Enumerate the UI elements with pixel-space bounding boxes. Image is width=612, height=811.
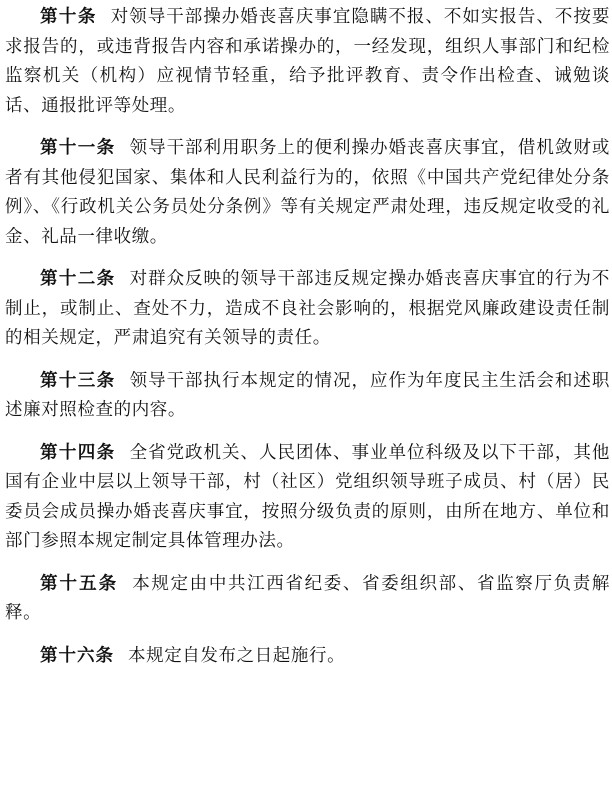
article-14 [5,439,610,557]
article-16 [5,642,610,672]
article-title: 第十二条 [40,269,116,289]
article-title: 第十条 [40,7,97,27]
article-10 [5,3,610,121]
article-title: 第十一条 [40,138,116,158]
article-body: 领导干部利用职务上的便利操办婚丧喜庆事宜，借机敛财或者有其他侵犯国家、集体和人民利益行为的，依照《中国共产党纪律处分条例》、《行政机关公务员处分条例》等有关规定严肃处理，违反规定收受的礼金、礼品一律收缴。 [5,138,610,247]
article-body: 本规定自发布之日起施行。 [128,645,346,666]
article-title: 第十六条 [40,645,114,666]
article-title: 第十四条 [40,442,116,463]
article-12 [5,265,610,354]
article-15 [5,570,610,629]
article-body: 对领导干部操办婚丧喜庆事宜隐瞒不报、不如实报告、不按要求报告的，或违背报告内容和承诺操办的，一经发现，组织人事部门和纪检监察机关（机构）应视情节轻重，给予批评教育、责令作出检查、诫勉谈话、通报批评等处理。 [5,7,611,116]
article-body: 本规定由中共江西省纪委、省委组织部、省监察厅负责解释。 [5,573,611,623]
article-body: 全省党政机关、人民团体、事业单位科级及以下干部，其他国有企业中层以上领导干部，村（社区）党组织领导班子成员、村（居）民委员会成员操办婚丧喜庆事宜，按照分级负责的原则，由所在地方、单位和部门参照本规定制定具体管理办法。 [5,442,610,551]
article-title: 第十五条 [40,573,119,594]
article-body: 对群众反映的领导干部违反规定操办婚丧喜庆事宜的行为不制止，或制止、查处不力，造成不良社会影响的，根据党风廉政建设责任制的相关规定，严肃追究有关领导的责任。 [5,269,610,348]
article-title: 第十三条 [40,370,116,391]
article-11 [5,134,610,252]
article-body: 领导干部执行本规定的情况，应作为年度民主生活会和述职述廉对照检查的内容。 [5,370,610,420]
article-13 [5,367,610,426]
